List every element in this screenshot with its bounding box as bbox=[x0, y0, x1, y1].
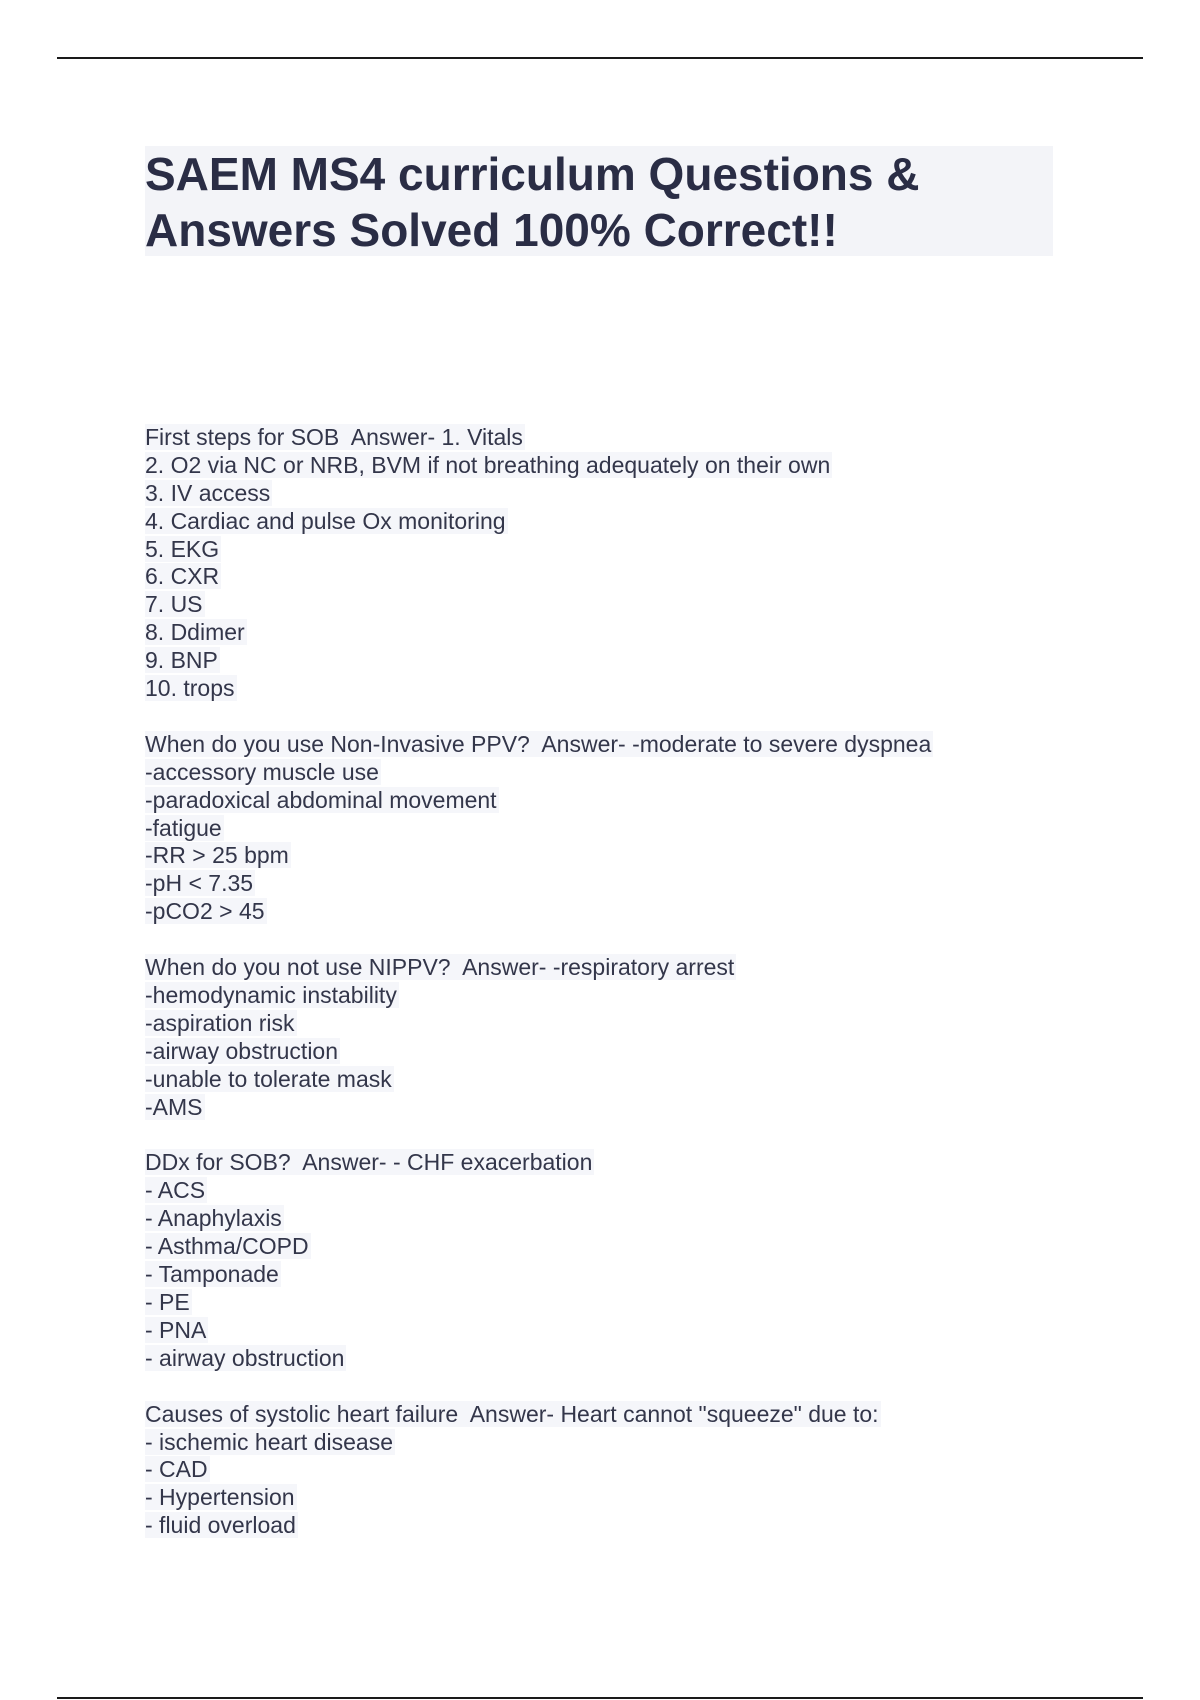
qa-block bbox=[145, 954, 1045, 1121]
answer-text: -hemodynamic instability bbox=[145, 982, 397, 1009]
answer-text: 7. US bbox=[145, 591, 203, 618]
answer-line bbox=[145, 898, 1045, 926]
answer-line bbox=[145, 759, 1045, 787]
answer-text: - PNA bbox=[145, 1316, 207, 1343]
answer-text: -paradoxical abdominal movement bbox=[145, 786, 497, 813]
answer-text: -aspiration risk bbox=[145, 1009, 295, 1036]
answer-text: 4. Cardiac and pulse Ox monitoring bbox=[145, 507, 506, 534]
answer-line bbox=[145, 1345, 1045, 1373]
answer-text: - PE bbox=[145, 1288, 190, 1315]
answer-line bbox=[145, 563, 1045, 591]
answer-text: 5. EKG bbox=[145, 535, 220, 562]
qa-block bbox=[145, 1149, 1045, 1372]
answer-line bbox=[145, 647, 1045, 675]
answer-text: -RR > 25 bpm bbox=[145, 842, 289, 869]
answer-line bbox=[145, 982, 1045, 1010]
answer-text: - Hypertension bbox=[145, 1484, 295, 1511]
qa-list bbox=[145, 424, 1045, 1568]
answer-line bbox=[145, 619, 1045, 647]
question-text: DDx for SOB? Answer- - CHF exacerbation bbox=[145, 1149, 593, 1176]
answer-line bbox=[145, 1066, 1045, 1094]
question-text: When do you not use NIPPV? Answer- -respiratory arrest bbox=[145, 954, 735, 981]
answer-text: - airway obstruction bbox=[145, 1344, 345, 1371]
title-line-1: SAEM MS4 curriculum Questions & bbox=[145, 148, 920, 200]
answer-line bbox=[145, 1317, 1045, 1345]
document-title bbox=[145, 146, 1053, 256]
question-line bbox=[145, 424, 1045, 452]
question-line bbox=[145, 731, 1045, 759]
answer-line bbox=[145, 870, 1045, 898]
question-text: First steps for SOB Answer- 1. Vitals bbox=[145, 424, 523, 450]
answer-text: -unable to tolerate mask bbox=[145, 1065, 392, 1092]
answer-text: 9. BNP bbox=[145, 647, 218, 674]
header-rule bbox=[57, 57, 1143, 59]
answer-line bbox=[145, 1261, 1045, 1289]
footer-rule bbox=[57, 1697, 1143, 1699]
answer-text: -fatigue bbox=[145, 814, 222, 841]
question-text: Causes of systolic heart failure Answer- Heart cannot "squeeze" due to: bbox=[145, 1400, 879, 1427]
answer-line bbox=[145, 1010, 1045, 1038]
answer-text: - Anaphylaxis bbox=[145, 1205, 282, 1232]
answer-line bbox=[145, 675, 1045, 703]
answer-line bbox=[145, 536, 1045, 564]
answer-text: 2. O2 via NC or NRB, BVM if not breathing adequately on their own bbox=[145, 451, 831, 478]
answer-text: -pCO2 > 45 bbox=[145, 898, 265, 925]
answer-text: - Tamponade bbox=[145, 1261, 279, 1288]
answer-text: - ischemic heart disease bbox=[145, 1428, 393, 1455]
answer-line bbox=[145, 1205, 1045, 1233]
answer-text: 6. CXR bbox=[145, 563, 220, 590]
answer-line bbox=[145, 480, 1045, 508]
answer-line bbox=[145, 1289, 1045, 1317]
question-line bbox=[145, 954, 1045, 982]
answer-line bbox=[145, 1456, 1045, 1484]
answer-line bbox=[145, 591, 1045, 619]
answer-line bbox=[145, 508, 1045, 536]
question-text: When do you use Non-Invasive PPV? Answer- -moderate to severe dyspnea bbox=[145, 730, 932, 757]
answer-line bbox=[145, 1429, 1045, 1457]
answer-line bbox=[145, 787, 1045, 815]
question-line bbox=[145, 1149, 1045, 1177]
answer-line bbox=[145, 842, 1045, 870]
qa-block bbox=[145, 424, 1045, 703]
qa-block bbox=[145, 731, 1045, 926]
answer-text: - CAD bbox=[145, 1456, 208, 1483]
answer-text: - ACS bbox=[145, 1177, 206, 1204]
answer-text: 10. trops bbox=[145, 675, 235, 702]
answer-line bbox=[145, 815, 1045, 843]
answer-text: -AMS bbox=[145, 1093, 203, 1120]
answer-line bbox=[145, 1094, 1045, 1122]
answer-text: - Asthma/COPD bbox=[145, 1233, 309, 1260]
answer-line bbox=[145, 1512, 1045, 1540]
answer-line bbox=[145, 1038, 1045, 1066]
answer-line bbox=[145, 1233, 1045, 1261]
answer-line bbox=[145, 452, 1045, 480]
answer-text: 3. IV access bbox=[145, 479, 271, 506]
answer-line bbox=[145, 1484, 1045, 1512]
qa-block bbox=[145, 1401, 1045, 1540]
answer-text: -pH < 7.35 bbox=[145, 870, 254, 897]
answer-text: -airway obstruction bbox=[145, 1037, 339, 1064]
title-line-2: Answers Solved 100% Correct!! bbox=[145, 204, 838, 256]
question-line bbox=[145, 1401, 1045, 1429]
answer-line bbox=[145, 1177, 1045, 1205]
answer-text: -accessory muscle use bbox=[145, 758, 379, 785]
answer-text: 8. Ddimer bbox=[145, 619, 245, 646]
answer-text: - fluid overload bbox=[145, 1512, 296, 1539]
